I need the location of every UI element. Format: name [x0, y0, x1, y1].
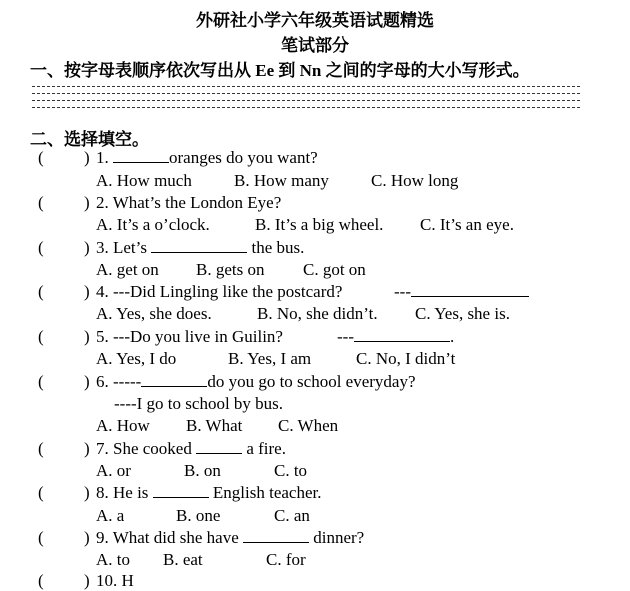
answer-paren-close: ): [84, 439, 90, 458]
reply-lead: [337, 327, 454, 347]
answer-paren-open: (: [38, 439, 44, 458]
question-number: 3.: [96, 238, 109, 257]
question-stem: [96, 148, 318, 168]
option-a: A. Yes, I do: [96, 349, 177, 368]
option-c: C. an: [274, 506, 310, 525]
answer-blank: [113, 148, 169, 163]
question-number: 5.: [96, 327, 109, 346]
option-b: B. on: [184, 461, 221, 480]
option-b: B. How many: [234, 171, 329, 190]
question-number: 6.: [96, 372, 109, 391]
answer-paren-open: (: [38, 571, 44, 590]
question-text: ---Do you live in Guilin?: [113, 327, 283, 346]
option-c: C. It’s an eye.: [420, 215, 514, 234]
answer-paren-open: (: [38, 148, 44, 167]
option-c: C. Yes, she is.: [415, 304, 510, 323]
question-text: He is: [113, 483, 149, 502]
question-stem: [96, 327, 283, 347]
answer-paren-close: ): [84, 327, 90, 346]
answer-paren-open: (: [38, 193, 44, 212]
question-stem: [96, 238, 304, 258]
question-text-after: dinner?: [313, 528, 365, 547]
question-text: H: [121, 571, 134, 590]
option-b: B. gets on: [196, 260, 265, 279]
question-text: What’s the London Eye?: [112, 193, 282, 212]
question-stem: [96, 193, 281, 213]
answer-paren-open: (: [38, 528, 44, 547]
answer-blank: [411, 282, 529, 297]
question-text: -----: [113, 372, 142, 391]
reply-dashes: ---: [337, 327, 354, 346]
question-text-after: the bus.: [251, 238, 305, 257]
dashed-line: [32, 100, 580, 101]
option-a: A. How much: [96, 171, 192, 190]
answer-paren-close: ): [84, 372, 90, 391]
option-b: B. What: [186, 416, 243, 435]
answer-blank: [153, 483, 209, 498]
option-b: B. It’s a big wheel.: [255, 215, 384, 234]
reply-dashes: ---: [394, 282, 411, 301]
dashed-line: [32, 93, 580, 94]
answer-paren-close: ): [84, 483, 90, 502]
question-stem: [96, 483, 322, 503]
answer-blank: [151, 238, 247, 253]
answer-blank: [196, 439, 242, 454]
option-a: A. How: [96, 416, 150, 435]
dashed-line: [32, 107, 580, 108]
answer-paren-close: ): [84, 528, 90, 547]
option-b: B. one: [176, 506, 221, 525]
option-a: A. to: [96, 550, 130, 569]
option-c: C. got on: [303, 260, 366, 279]
question-text: Let’s: [113, 238, 147, 257]
question-number: 7.: [96, 439, 109, 458]
question-number: 10.: [96, 571, 118, 590]
question-text-after: English teacher.: [212, 483, 322, 502]
option-c: C. No, I didn’t: [356, 349, 456, 368]
answer-blank: [354, 327, 450, 342]
answer-paren-open: (: [38, 372, 44, 391]
question-text: oranges do you want?: [169, 148, 318, 167]
answer-paren-open: (: [38, 327, 44, 346]
question-number: 2.: [96, 193, 109, 212]
answer-paren-close: ): [84, 282, 90, 301]
question-text: ---Did Lingling like the postcard?: [113, 282, 343, 301]
option-c: C. for: [266, 550, 306, 569]
answer-paren-open: (: [38, 483, 44, 502]
answer-blank: [243, 528, 309, 543]
option-c: C. to: [274, 461, 308, 480]
page-title: 外研社小学六年级英语试题精选: [196, 11, 434, 30]
answer-paren-close: ): [84, 193, 90, 212]
page-subtitle: 笔试部分: [281, 36, 349, 55]
option-a: A. Yes, she does.: [96, 304, 212, 323]
option-a: A. get on: [96, 260, 159, 279]
option-b: B. eat: [163, 550, 203, 569]
dashed-line: [32, 86, 580, 87]
option-a: A. a: [96, 506, 125, 525]
question-text: She cooked: [113, 439, 192, 458]
question-stem: [96, 282, 342, 302]
answer-paren-open: (: [38, 282, 44, 301]
answer-paren-close: ): [84, 148, 90, 167]
answer-paren-close: ): [84, 238, 90, 257]
question-stem: [96, 372, 416, 392]
option-b: B. Yes, I am: [228, 349, 312, 368]
question-stem: [96, 528, 364, 548]
question-number: 4.: [96, 282, 109, 301]
option-c: C. When: [278, 416, 339, 435]
question-text: What did she have: [112, 528, 239, 547]
answer-paren-close: ): [84, 571, 90, 590]
question-number: 1.: [96, 148, 109, 167]
answer-paren-open: (: [38, 238, 44, 257]
question-text-after: a fire.: [246, 439, 286, 458]
question-stem: [96, 571, 134, 591]
option-a: A. or: [96, 461, 131, 480]
question-number: 8.: [96, 483, 109, 502]
question-number: 9.: [96, 528, 109, 547]
question-text-after: do you go to school everyday?: [207, 372, 416, 391]
option-c: C. How long: [371, 171, 459, 190]
option-b: B. No, she didn’t.: [257, 304, 378, 323]
question-stem: [96, 439, 286, 459]
option-a: A. It’s a o’clock.: [96, 215, 210, 234]
reply-text: ----I go to school by bus.: [114, 394, 284, 413]
section1-heading: 一、按字母表顺序依次写出从 Ee 到 Nn 之间的字母的大小写形式。: [30, 61, 530, 80]
answer-blank: [141, 372, 207, 387]
section2-heading: 二、选择填空。: [30, 130, 149, 149]
reply-lead: [394, 282, 529, 302]
reply-period: .: [449, 327, 455, 346]
